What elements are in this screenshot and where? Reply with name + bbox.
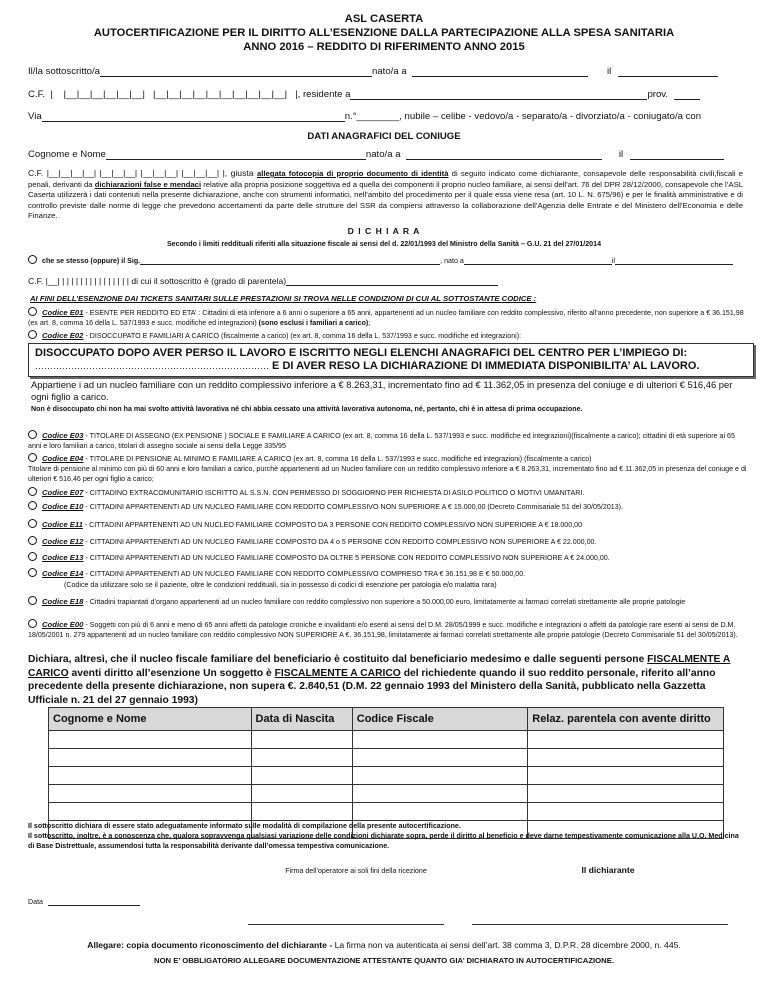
e12-radio[interactable] — [28, 536, 37, 545]
dichiara-subtitle: Secondo i limiti reddituali riferiti alla situazione fiscale ai sensi del d. 22/01/1993 del Ministro della Sanità – G.U. 21 del 27/01/2014 — [166, 240, 602, 248]
row-cf: C.F. | |__|__|__|__|__|__| |__|__|__|__|__|__|__|__|__|__| |, residente a prov. — [28, 89, 743, 100]
col-codice-fiscale: Codice Fiscale — [352, 708, 528, 731]
field-nome[interactable] — [100, 66, 372, 77]
allegata-fotocopia: allegata fotocopia di proprio documento di identità — [256, 169, 449, 178]
e01-detail: Cittadini di età inferiore a 6 anni o superiore a 65 anni, appartenenti ad un nucleo familiare con reddito complessivo, riferito all’anno precedente, non superiore a € 36.151,98 (ex art. 8, comma 16 della L. 537/1993 e succ. modifiche ed integrazioni) — [28, 309, 744, 327]
e14-text: - CITTADINI APPARTENENTI AD UN NUCLEO FAMILIARE CON REDDITO COMPLESSIVO COMPRESO TRA € 36.151,98 E € 50.000,00. — [83, 570, 526, 578]
field-sig[interactable] — [140, 256, 440, 265]
table-row — [49, 767, 724, 785]
table-cell[interactable] — [251, 767, 352, 785]
code-e10 — [28, 501, 748, 511]
table-row — [49, 731, 724, 749]
data-label: Data — [28, 898, 43, 906]
e11-code: Codice E11 — [42, 520, 83, 529]
table-cell[interactable] — [352, 785, 528, 803]
field-sig-data[interactable] — [615, 256, 733, 265]
table-row — [49, 803, 724, 821]
label-cf-sig: C.F. |__| | | | | | | | | | | | | | | | di cui il sottoscritto è (grado di parentela) — [28, 276, 287, 286]
data-row — [28, 897, 140, 906]
box-line2 — [35, 360, 747, 373]
dichiara-altresi — [28, 653, 746, 707]
e02-note: Non è disoccupato chi non ha mai svolto attività lavorativa né chi abbia cessato una attività lavorativa autonoma, né, pertanto, chi è in attesa di prima occupazione. — [31, 405, 583, 413]
e14-code: Codice E14 — [42, 569, 84, 578]
cf-coniuge: C.F. |__|__|__|__| |__|__|__| |__|__|__| |__|__|__| |, giusta — [28, 168, 257, 178]
dichiarante-label: Il dichiarante — [581, 865, 635, 875]
altresi-c: del richiedente quando il suo reddito personale, riferito all’anno precedente della presente dichiarazione, non supera €. 2.840,51 (D.M. 22 gennaio 1993 del Ministero della Sanità, pubblicato nella Gazzetta Ufficiale n. 21 del 27 gennaio 1993) — [28, 667, 716, 706]
col-cognome-nome: Cognome e Nome — [49, 708, 252, 731]
code-e12 — [28, 536, 748, 546]
label-residente: |, residente a — [295, 89, 351, 100]
code-e18 — [28, 596, 748, 607]
e13-code: Codice E13 — [42, 553, 84, 562]
disoccupato-box — [28, 343, 754, 377]
e12-code: Codice E12 — [42, 537, 84, 546]
label-il: il — [607, 66, 612, 77]
e00-code: Codice E00 — [42, 620, 84, 629]
row-via — [28, 111, 743, 122]
label-il-sig: il — [611, 257, 615, 265]
table-cell[interactable] — [352, 803, 528, 821]
e03-text: - TITOLARE DI ASSEGNO (EX PENSIONE ) SOCIALE E FAMILIARE A CARICO (ex art. 8, comma 16 della L. 537/1993 e succ. modifiche ed integrazioni)(fiscalmente a carico); cittadini di età superiore ai 65 anni e loro familiari a carico, titolari di assegno sociale ai sensi della Legge 335/95 — [28, 432, 735, 450]
e14-note: (Codice da utilizzare solo se il paziente, oltre le condizioni reddituali, sia in possesso di codici di esenzione per patologia e/o malattia rara) — [64, 581, 497, 589]
label-nato-a: nato/a a — [371, 66, 407, 77]
field-coniuge-nome[interactable] — [106, 149, 366, 160]
row-coniuge — [28, 149, 743, 160]
e04-code: Codice E04 — [42, 454, 84, 463]
dichiara-title: D I C H I A R A — [347, 226, 421, 236]
code-e03 — [28, 430, 748, 451]
table-row — [49, 785, 724, 803]
table-cell[interactable] — [49, 785, 252, 803]
e04-text: - TITOLARE DI PENSIONE AL MINIMO E FAMILIARE A CARICO (ex art. 8, comma 16 della L. 537/1993 e succ. modifiche ed integrazioni) (fiscalmente a carico) — [83, 455, 592, 463]
firma-operatore-line[interactable] — [248, 924, 444, 925]
e12-text: - CITTADINI APPARTENENTI AD UN NUCLEO FAMILIARE COMPOSTO DA 4 o 5 PERSONE CON REDDITO COMPLESSIVO NON SUPERIORE A € 22.000,00. — [83, 538, 597, 546]
table-cell[interactable] — [251, 731, 352, 749]
family-table — [48, 707, 724, 839]
field-parentela[interactable] — [286, 275, 498, 286]
field-luogo-nascita[interactable] — [412, 66, 588, 77]
col-data-nascita: Data di Nascita — [251, 708, 352, 731]
field-sig-luogo[interactable] — [464, 256, 612, 265]
e01-code: Codice E01 — [42, 308, 84, 317]
footer-p2: Il sottoscritto, inoltre, è a conoscenza che, qualora sopravvenga qualsiasi variazione delle condizioni dichiarate sopra, perde il diritto al beneficio e deve darne tempestivamente comunicazione alla U.O. Medicina di Base Distrettuale, assumendosi tutta la responsabilità derivante dall’omessa tempestiva comunicazione. — [28, 832, 739, 850]
label-cf: C.F. — [28, 89, 46, 100]
allegare-line — [0, 940, 768, 950]
declaration-paragraph — [28, 168, 743, 222]
altresi-b: aventi diritto all’esenzione Un soggetto è — [68, 667, 275, 679]
e01-radio[interactable] — [28, 307, 37, 316]
header-asl: ASL CASERTA — [344, 13, 424, 25]
e10-radio[interactable] — [28, 501, 37, 510]
e01-bold: (sono esclusi i familiari a carico) — [258, 319, 369, 327]
e02-label: - DISOCCUPATO E FAMILIARI A CARICO (fiscalmente a carico) (ex art. 8, comma 16 della L. 537/1993 e succ. modifiche ed integrazioni): — [83, 332, 522, 340]
e03-radio[interactable] — [28, 430, 37, 439]
declaration-b: relative alla propria posizione soggettiva ed a quella dei componenti il proprio nucleo familiare, ai sensi dell’art. 76 del DPR 28/12/2000, consapevole che l’ASL Caserta utilizzerà i dati contenuti nella presente dichiarazione, anche con strumenti informatici, nell’ambito del procedimento per il quale essa viene resa (art. 10 L. N. 675/96) e per le finalità amministrative e di controllo previste dalle norme di legge che prevedono accertamenti da parte delle strutture del SSR da compiersi attraverso la collaborazione dell’Agenzia delle Entrate e del Ministero dell’Economia e delle Finanze. — [28, 179, 743, 220]
field-data-nascita[interactable] — [618, 66, 718, 77]
field-prov[interactable] — [674, 89, 700, 100]
label-coniuge-nato: nato/a a — [365, 149, 401, 160]
code-e00 — [28, 619, 748, 640]
declaration-a: delle responsabilità civili,fiscali e penali, derivanti da — [28, 169, 743, 189]
e13-text: - CITTADINI APPARTENENTI AD UN NUCLEO FAMILIARE COMPOSTO DA OLTRE 5 PERSONE CON REDDITO COMPLESSIVO NON SUPERIORE A € 24.000,00. — [83, 554, 610, 562]
table-cell[interactable] — [528, 785, 724, 803]
header-year: ANNO 2016 – REDDITO DI RIFERIMENTO ANNO 2015 — [243, 41, 525, 53]
code-e14 — [28, 568, 748, 578]
footer-p1: Il sottoscritto dichiara di essere stato adeguatamente informato sulle modalità di compilazione della presente autocertificazione. — [28, 822, 461, 830]
row-cf-sig — [28, 275, 743, 286]
firma-operatore-label: Firma dell’operatore ai soli fini della ricezione — [285, 867, 427, 875]
box-line2-text: E DI AVER RESO LA DICHIARAZIONE DI IMMEDIATA DISPONIBILITA’ AL LAVORO. — [269, 360, 700, 372]
code-e13 — [28, 552, 748, 562]
e04-radio[interactable] — [28, 453, 37, 462]
e02-radio[interactable] — [28, 330, 37, 339]
table-cell[interactable] — [352, 731, 528, 749]
row-sottoscritto — [28, 66, 743, 77]
table-cell[interactable] — [49, 803, 252, 821]
e00-text: - Soggetti con più di 6 anni e meno di 65 anni affetti da patologie croniche e invalidanti e/o esenti ai sensi del D.M. 28/05/1999 e succ. modifiche e integrazioni o affetti da patologie rare esenti ai sensi de D.M. 18/05/2001 n. 279 appartenenti ad un nucleo familiare con reddito complessivo NON SUPERIORE A €. 36.151,98, limitatamente ai farmaci correlati strettamente alle proprie patologie (Decreto Commisariale 51 del 30/05/2013). — [28, 621, 738, 639]
table-cell[interactable] — [49, 731, 252, 749]
e10-text: - CITTADINI APPARTENENTI AD UN NUCLEO FAMILIARE CON REDDITO COMPLESSIVO NON SUPERIORE A € 15.000,00 (Decreto Commisariale 51 del 30/05/2013). — [83, 503, 624, 511]
table-cell[interactable] — [251, 749, 352, 767]
e18-code: Codice E18 — [42, 597, 84, 606]
altresi-fiscalmente: FISCALMENTE A CARICO — [28, 654, 731, 679]
table-cell[interactable] — [352, 749, 528, 767]
e07-radio[interactable] — [28, 487, 37, 496]
table-cell[interactable] — [251, 803, 352, 821]
code-e11 — [28, 519, 748, 529]
e11-radio[interactable] — [28, 519, 37, 528]
e02-detail: Appartiene i ad un nucleo familiare con un reddito complessivo inferiore a € 8.263,31, incrementato fino ad € 11.362,05 in presenza del coniuge e di ulteriori € 516,46 per ogni figlio a carico. — [31, 379, 733, 402]
table-cell[interactable] — [352, 767, 528, 785]
allegare-bold: Allegare: copia documento riconoscimento del dichiarante - — [87, 940, 335, 950]
code-e07 — [28, 487, 748, 497]
table-cell[interactable] — [528, 731, 724, 749]
row-se-stesso — [28, 255, 743, 265]
e18-radio[interactable] — [28, 596, 37, 605]
box-line1: DISOCCUPATO DOPO AVER PERSO IL LAVORO E ISCRITTO NEGLI ELENCHI ANAGRAFICI DEL CENTRO PER L’IMPIEGO DI: — [35, 347, 688, 359]
table-cell[interactable] — [251, 785, 352, 803]
firma-dichiarante-line[interactable] — [472, 924, 728, 925]
cf-coniuge-rest: di seguito indicato come dichiarante, consapevole — [448, 169, 627, 178]
altresi-fiscalmente2: FISCALMENTE A CARICO — [274, 667, 401, 679]
table-row — [49, 749, 724, 767]
label-via: Via — [28, 111, 42, 122]
non-obbligatorio: NON E’ OBBLIGATORIO ALLEGARE DOCUMENTAZIONE ATTESTANTE QUANTO GIA’ DICHIARATO IN AUTOCERTIFICAZIONE. — [154, 956, 614, 965]
field-via[interactable] — [42, 111, 345, 122]
ai-fini-heading: AI FINI DELL’ESENZIONE DAI TICKETS SANITARI SULLE PRESTAZIONI SI TROVA NELLE CONDIZIONI DI CUI AL SOTTOSTANTE CODICE : — [30, 294, 537, 303]
box-line2-dots: …………………………………………………………………… — [35, 361, 269, 371]
e10-code: Codice E10 — [42, 502, 84, 511]
field-data[interactable] — [48, 897, 140, 906]
altresi-a: Dichiara, altresì, che il nucleo fiscale familiare del beneficiario è costituito dal beneficiario medesimo e dalle seguenti persone — [28, 654, 648, 665]
e11-text: - CITTADINI APPARTENENTI AD UN NUCLEO FAMILIARE COMPOSTO DA 3 PERSONE CON REDDITO COMPLESSIVO NON SUPERIORE A € 18.000,00 — [82, 521, 583, 529]
code-e01: Codice E01 - ESENTE PER REDDITO ED ETA’ : Cittadini di età inferiore a 6 anni o superiore a 65 anni, appartenenti ad un nucleo familiare con reddito complessivo, riferito all’anno precedente, non superiore a € 36.151,98 (ex art. 8, comma 16 della L. 537/1993 e succ. modifiche ed integrazioni) (sono esclusi i familiari a carico); — [28, 308, 744, 327]
label-stato-civile: n.°________, nubile – celibe - vedovo/a - separato/a - divorziato/a - coniugato/a con — [344, 111, 702, 122]
dichiarazioni-false: dichiarazioni false e mendaci — [94, 179, 202, 189]
code-e04 — [28, 453, 748, 484]
e03-code: Codice E03 — [42, 431, 84, 440]
allegare-rest: La firma non va autenticata ai sensi dell’art. 38 comma 3, D.P.R. 28 dicembre 2000, n. 445. — [334, 940, 681, 950]
code-e02 — [28, 330, 748, 340]
footer-info — [28, 821, 746, 851]
section-coniuge: DATI ANAGRAFICI DEL CONIUGE — [307, 131, 461, 142]
table-cell[interactable] — [49, 749, 252, 767]
table-cell[interactable] — [528, 767, 724, 785]
e07-code: Codice E07 — [42, 488, 84, 497]
col-parentela: Relaz. parentela con avente diritto — [528, 708, 724, 731]
e14-radio[interactable] — [28, 568, 37, 577]
label-coniuge-il: il — [618, 149, 624, 160]
label-prov: prov. — [647, 89, 669, 100]
header-title: AUTOCERTIFICAZIONE PER IL DIRITTO ALL’ESENZIONE DALLA PARTECIPAZIONE ALLA SPESA SANITARIA — [93, 27, 675, 39]
e18-text: - Cittadini trapiantati d’organo appartenenti ad un nucleo familiare con reddito complessivo non superiore a 50.000,00 euro, limitatamente ai farmaci correlati strettamente alle proprie patologie — [83, 598, 686, 606]
field-coniuge-luogo[interactable] — [406, 149, 602, 160]
table-header-row — [49, 708, 724, 731]
label-se-stesso: che se stesso (oppure) il Sig. — [42, 257, 141, 265]
field-residenza[interactable] — [350, 89, 647, 100]
table-cell[interactable] — [528, 749, 724, 767]
label-cognome-nome: Cognome e Nome — [28, 149, 106, 160]
e00-radio[interactable] — [28, 619, 37, 628]
field-coniuge-data[interactable] — [630, 149, 724, 160]
table-cell[interactable] — [49, 767, 252, 785]
e07-text: - CITTADINO EXTRACOMUNITARIO ISCRITTO AL S.S.N. CON PERMESSO DI SOGGIORNO PER RICHIESTA DI ASILO POLITICO O MOTIVI UMANITARI. — [83, 489, 585, 497]
table-cell[interactable] — [528, 803, 724, 821]
label-nato-a-sig: , nato a — [440, 257, 464, 265]
e02-code: Codice E02 — [42, 331, 84, 340]
se-stesso-radio[interactable] — [28, 255, 37, 264]
e13-radio[interactable] — [28, 552, 37, 561]
label-sottoscritto: Il/la sottoscritto/a — [28, 66, 100, 77]
e04-detail: Titolare di pensione al minimo con più di 60 anni e loro familiari a carico, purchè appartenenti ad un Nucleo familiare con un reddito complessivo inferiore a € 8.263,31, incrementato fino ad € 11.362,05 in presenza del coniuge e di ulteriori € 516,46 per ogni figlio a carico; — [28, 465, 747, 483]
e01-label: - ESENTE PER REDDITO ED ETA’ : — [83, 309, 203, 317]
